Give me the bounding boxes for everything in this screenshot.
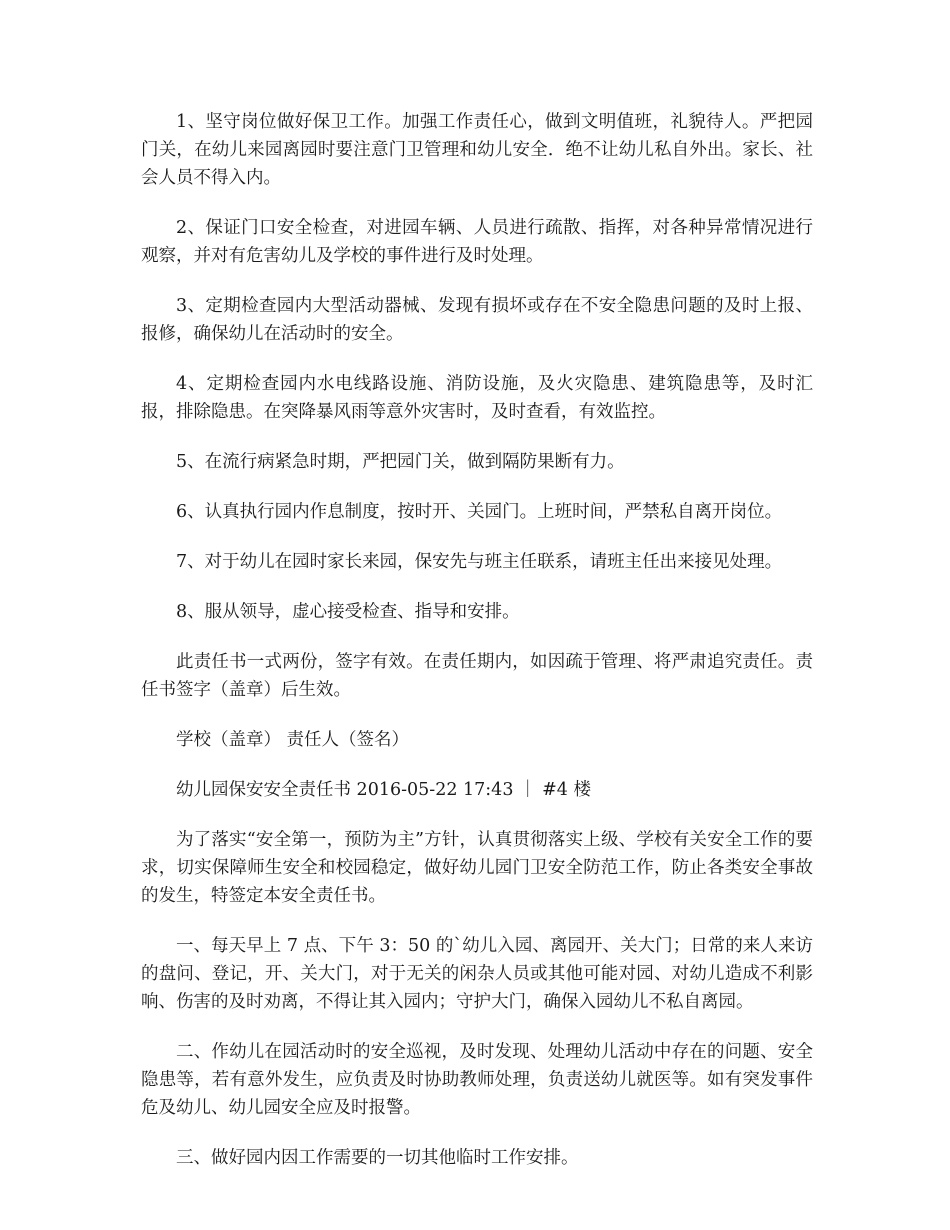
paragraph-intro: 为了落实“安全第一，预防为主”方针，认真贯彻落实上级、学校有关安全工作的要求，切实保障师生安全和校园稳定，做好幼儿园门卫安全防范工作，防止各类安全事故的发生，特签定本安全责任书。 <box>141 830 813 906</box>
paragraph-duty-2: 2、保证门口安全检查，对进园车辆、人员进行疏散、指挥，对各种异常情况进行观察，并对有危害幼儿及学校的事件进行及时处理。 <box>141 218 813 266</box>
document-page <box>141 108 813 1194</box>
paragraph-section-1: 一、每天早上 7 点、下午 3：50 的`幼儿入园、离园开、关大门；日常的来人来访的盘问、登记，开、关大门，对于无关的闲杂人员或其他可能对园、对幼儿造成不利影响、伤害的及时劝离，不得让其入园内；守护大门，确保入园幼儿不私自离园。 <box>141 936 813 1012</box>
paragraph-duty-3: 3、定期检查园内大型活动器械、发现有损坏或存在不安全隐患问题的及时上报、报修，确保幼儿在活动时的安全。 <box>141 296 813 344</box>
paragraph-duty-1: 1、坚守岗位做好保卫工作。加强工作责任心，做到文明值班，礼貌待人。严把园门关，在幼儿来园离园时要注意门卫管理和幼儿安全．绝不让幼儿私自外出。家长、社会人员不得入内。 <box>141 112 813 188</box>
paragraph-duty-6: 6、认真执行园内作息制度，按时开、关园门。上班时间，严禁私自离开岗位。 <box>176 502 783 522</box>
paragraph-duty-7: 7、对于幼儿在园时家长来园，保安先与班主任联系，请班主任出来接见处理。 <box>176 552 783 572</box>
paragraph-section-3: 三、做好园内因工作需要的一切其他临时工作安排。 <box>176 1148 579 1168</box>
post-header: 幼儿园保安安全责任书 2016-05-22 17:43 ｜ #4 楼 <box>176 780 591 800</box>
paragraph-validity-note: 此责任书一式两份，签字有效。在责任期内，如因疏于管理、将严肃追究责任。责任书签字（盖章）后生效。 <box>141 652 813 700</box>
paragraph-duty-4: 4、定期检查园内水电线路设施、消防设施，及火灾隐患、建筑隐患等，及时汇报，排除隐患。在突降暴风雨等意外灾害时，及时查看，有效监控。 <box>141 374 813 422</box>
signature-line: 学校（盖章） 责任人（签名） <box>176 730 410 750</box>
paragraph-duty-5: 5、在流行病紧急时期，严把园门关，做到隔防果断有力。 <box>176 452 625 472</box>
paragraph-duty-8: 8、服从领导，虚心接受检查、指导和安排。 <box>176 602 520 622</box>
paragraph-section-2: 二、作幼儿在园活动时的安全巡视，及时发现、处理幼儿活动中存在的问题、安全隐患等，若有意外发生，应负责及时协助教师处理，负责送幼儿就医等。如有突发事件危及幼儿、幼儿园安全应及时报警。 <box>141 1042 813 1118</box>
